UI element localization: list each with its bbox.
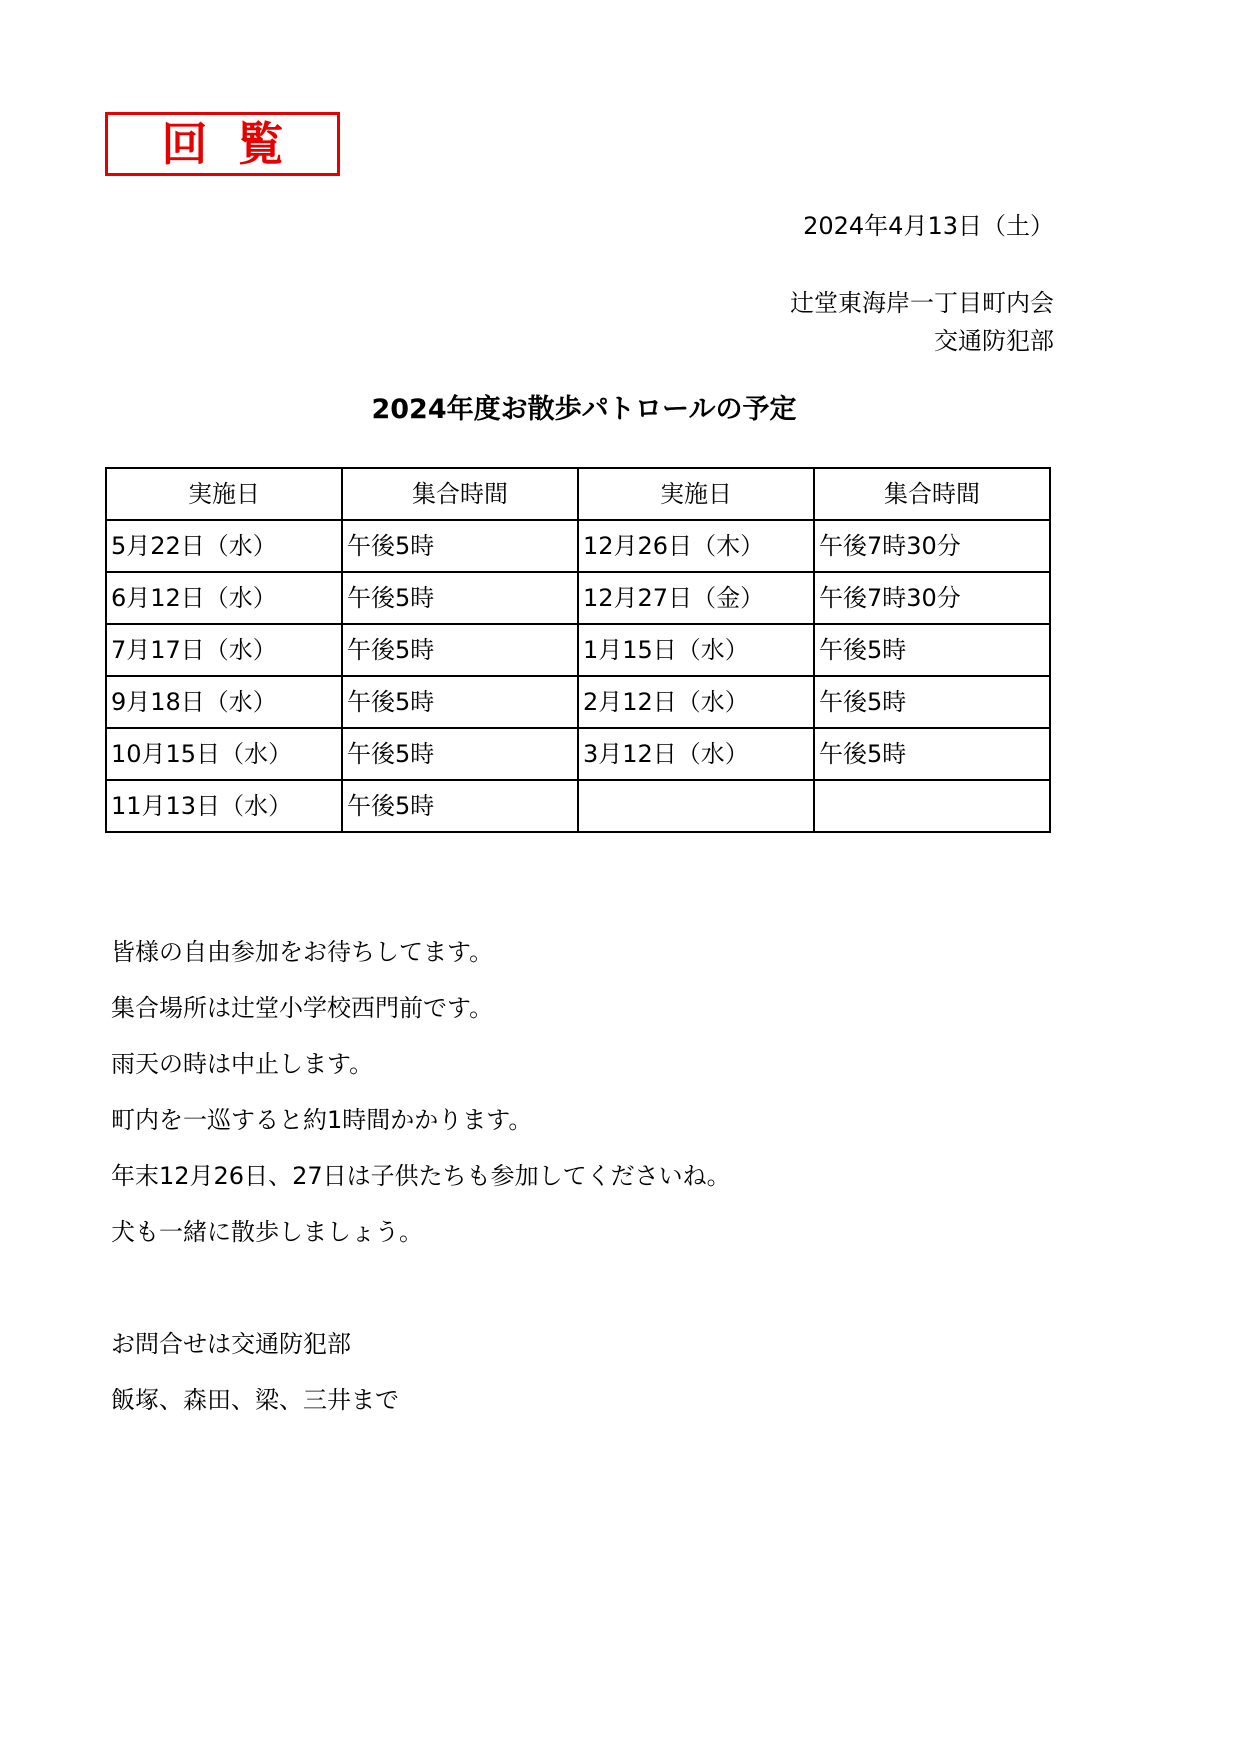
table-cell: 午後5時 — [814, 624, 1050, 676]
table-cell: 5月22日（水） — [106, 520, 342, 572]
table-cell: 2月12日（水） — [578, 676, 814, 728]
table-row — [106, 728, 1050, 780]
organization-name: 辻堂東海岸一丁目町内会 — [790, 289, 1054, 317]
table-cell: 午後5時 — [814, 728, 1050, 780]
contact-names: 飯塚、森田、梁、三井まで — [111, 1386, 399, 1414]
table-cell: 午後7時30分 — [814, 572, 1050, 624]
table-cell: 7月17日（水） — [106, 624, 342, 676]
table-cell: 午後5時 — [342, 728, 578, 780]
table-cell: 午後5時 — [342, 572, 578, 624]
table-cell: 11月13日（水） — [106, 780, 342, 832]
table-cell: 3月12日（水） — [578, 728, 814, 780]
header-date-2: 実施日 — [578, 468, 814, 520]
contact-block — [111, 1316, 399, 1428]
organization-department: 交通防犯部 — [934, 327, 1054, 355]
table-cell: 1月15日（水） — [578, 624, 814, 676]
table-cell: 午後5時 — [342, 520, 578, 572]
table-cell: 午後5時 — [342, 676, 578, 728]
table-row — [106, 624, 1050, 676]
table-cell: 12月27日（金） — [578, 572, 814, 624]
table-cell — [578, 780, 814, 832]
table-cell: 午後5時 — [342, 780, 578, 832]
table-cell — [814, 780, 1050, 832]
note-line: 皆様の自由参加をお待ちしてます。 — [111, 938, 494, 966]
table-cell: 午後5時 — [342, 624, 578, 676]
document-date: 2024年4月13日（土） — [803, 212, 1054, 240]
page-title: 2024年度お散歩パトロールの予定 — [371, 394, 797, 425]
table-cell: 10月15日（水） — [106, 728, 342, 780]
contact-line: お問合せは交通防犯部 — [111, 1330, 351, 1358]
notes-block — [111, 924, 731, 1260]
table-header-row — [106, 468, 1050, 520]
table-row — [106, 780, 1050, 832]
header-date-1: 実施日 — [106, 468, 342, 520]
note-line: 町内を一巡すると約1時間かかります。 — [111, 1106, 533, 1134]
table-cell: 12月26日（木） — [578, 520, 814, 572]
table-row — [106, 520, 1050, 572]
note-line: 犬も一緒に散歩しましょう。 — [111, 1218, 423, 1246]
note-line: 年末12月26日、27日は子供たちも参加してくださいね。 — [111, 1162, 731, 1190]
table-cell: 6月12日（水） — [106, 572, 342, 624]
note-line: 集合場所は辻堂小学校西門前です。 — [111, 994, 494, 1022]
circulation-stamp: 回覧 — [105, 112, 340, 176]
table-cell: 午後5時 — [814, 676, 1050, 728]
table-row — [106, 676, 1050, 728]
table-cell: 午後7時30分 — [814, 520, 1050, 572]
schedule-table — [105, 467, 1051, 833]
note-line: 雨天の時は中止します。 — [111, 1050, 374, 1078]
header-time-1: 集合時間 — [342, 468, 578, 520]
table-row — [106, 572, 1050, 624]
organization-block — [790, 284, 1054, 360]
table-cell: 9月18日（水） — [106, 676, 342, 728]
header-time-2: 集合時間 — [814, 468, 1050, 520]
